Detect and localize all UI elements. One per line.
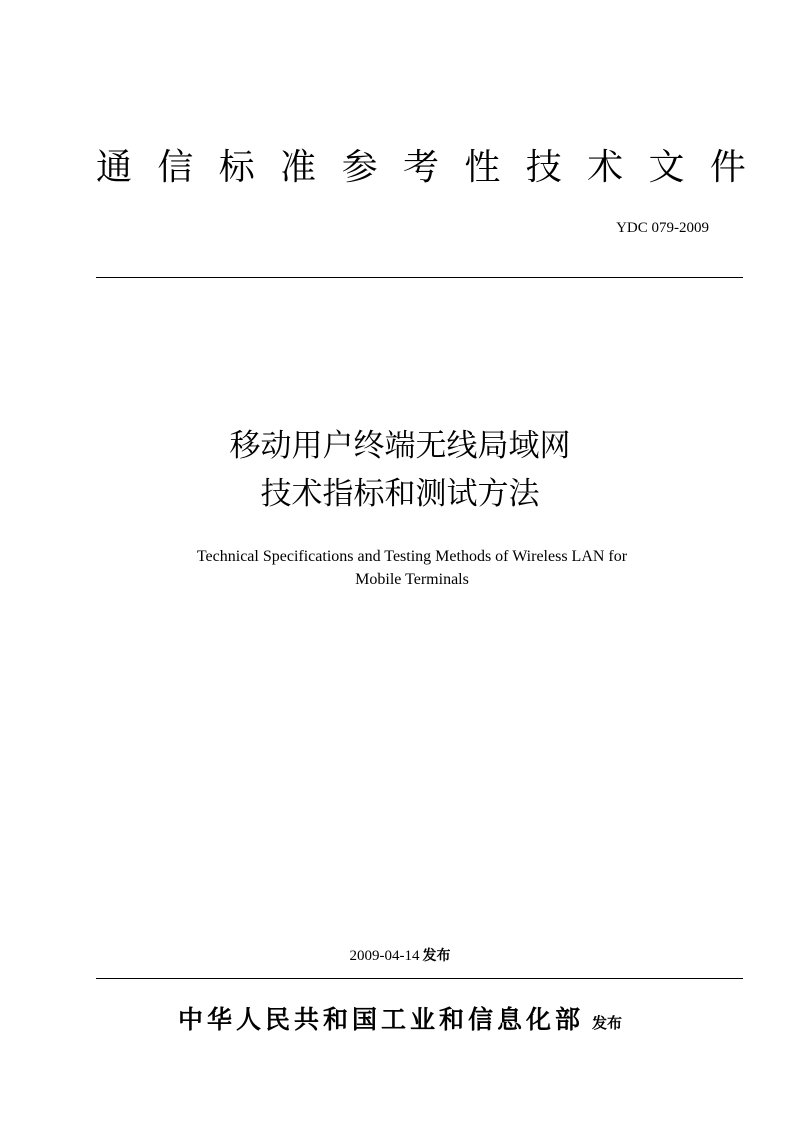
header-char: 准	[280, 147, 317, 188]
main-title-line-2: 技术指标和测试方法	[260, 476, 540, 512]
release-date: 2009-04-14	[349, 948, 420, 964]
header-char: 文	[648, 147, 685, 188]
release-label: 发布	[422, 948, 451, 964]
publisher-line	[0, 1000, 800, 1043]
header-char: 标	[218, 147, 255, 188]
header-char: 信	[157, 147, 194, 188]
header-char: 性	[464, 147, 501, 188]
document-number: YDC 079-2009	[616, 220, 709, 236]
release-line	[0, 944, 800, 967]
main-title-line-1: 移动用户终端无线局域网	[229, 428, 571, 464]
header-char: 术	[587, 147, 624, 188]
header-char: 技	[525, 147, 562, 188]
header-char: 通	[96, 147, 133, 188]
header-char: 件	[709, 147, 746, 188]
publisher-issue-label: 发布	[592, 1014, 623, 1032]
header-char: 考	[402, 147, 439, 188]
english-title-line-2: Mobile Terminals	[355, 571, 469, 588]
document-category-title	[96, 143, 746, 193]
bottom-divider	[96, 978, 743, 979]
english-title-line-1: Technical Specifications and Testing Methods of Wireless LAN for	[196, 548, 628, 565]
top-divider	[96, 277, 743, 278]
publisher-name: 中华人民共和国工业和信息化部	[177, 1005, 584, 1034]
header-char: 参	[341, 147, 378, 188]
